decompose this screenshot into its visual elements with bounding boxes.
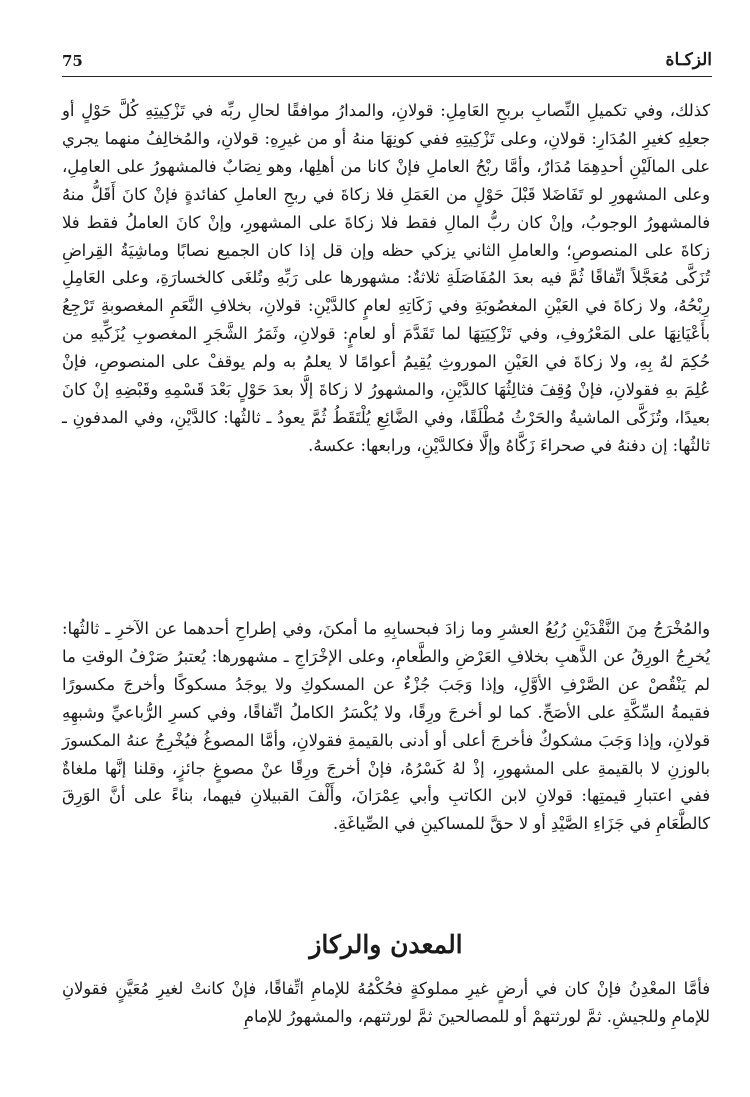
page-number: 75 xyxy=(62,52,83,70)
body-paragraph-3 xyxy=(62,975,710,1031)
paragraph-text: كذلك، وفي تكميلِ النِّصابِ بربحِ العَامِلِ: قولانِ، والمدارُ موافقًا لحالِ ربِّه في تَزْكِيتِهِ كُلَّ حَوْلٍ أو جعلِهِ كغيرِ المُدَارِ: قولانِ، وعلى تَزْكِيتِهِ ففي كونِهَا منهُ أو من غيرِهِ: قولانِ، والمُخالِفُ منهما يجري على المالَيْنِ أحدِهِمَا مُدَارٌ، وأمَّا ربْحُ العاملِ فإنْ كانا من أهلِها، وهو نِصَابٌ فالمشهورُ على العامِلِ، وعلى المشهورِ لو تَفَاضَلا قَبْلَ حَوْلٍ من العَمَلِ فلا زكاةَ في ربحِ العاملِ كفائدةٍ فإنْ كانَ أَقَلُّ منهُ فالمشهورُ الوجوبُ، وإنْ كان ربُّ المالِ فقط فلا زكاةَ على المشهورِ، وإنْ كانَ العاملُ فقط فلا زكاةَ على المنصوصِ؛ والعاملِ الثاني يزكي حظه وإن قل إذا كان الجميع نصابًا وماشِيَةُ القِراضِ تُزَكَّى مُعَجَّلاً اتِّفاقًا ثُمَّ فيه بعدَ المُفَاصَلَةِ ثلاثةٌ: مشهورها على رَبِّهِ وتُلغَى كالخسارَةِ، وعلى العَامِلِ رِبْحُهُ، ولا زكاةَ في العَيْنِ المغصُوبَةِ وفي زَكَاتِهِ لعامٍ كالدَّيْنِ: قولانِ، بخلافِ النَّعَمِ المغصوبةِ تَرْجِعُ بأَعْيَانِهَا على المَعْرُوفِ، وفي تَزْكِيَتِهَا لما تَقَدَّمَ أو لعامٍ: قولانِ، وثَمَرُ الشَّجَرِ المغصوبِ يُزَكِّيهِ من حُكِمَ لهُ بِهِ، ولا زكاةَ في العَيْنِ الموروثِ يُقِيمُ أعوامًا لا يعلمُ به ولم يوقفْ على المنصوصِ، فإنْ عُلِمَ بهِ فقولانِ، فإنْ وُقِفَ فثالِثُهَا كالدَّيْنِ، والمشهورُ لا زكاةَ إلَّا بعدَ حَوْلٍ بَعْدَ قَسْمِهِ وقَبْضِهِ إنْ كانَ بعيدًا، وتُزَكَّى الماشيةُ والحَرْثُ مُطْلَقًا، وفي الضَّائِعِ يُلْتَقَطُ ثُمَّ يعودُ ـ ثالثُها: كالدَّيْنِ، وفي المدفونِ ـ ثالثُها: إن دفنهُ في صحراءَ زَكَّاهُ وإلَّا فكالدَّيْنِ، ورابعها: عكسهُ. xyxy=(62,101,710,455)
body-paragraph-2 xyxy=(62,615,710,838)
running-title: الزكـاة xyxy=(665,50,712,70)
page-header xyxy=(62,50,712,77)
section-heading: المعدن والركاز xyxy=(309,930,463,959)
body-paragraph-1 xyxy=(62,97,710,460)
paragraph-text: فأمَّا المعْدِنُ فإنْ كان في أرضٍ غيرِ مملوكةٍ فحُكْمُهُ للإمامِ اتِّفاقًا، فإنْ كانتْ لغيرِ مُعَيَّنٍ فقولانِ للإمامِ وللجيشِ. ثمَّ لورثتهمْ أو للمصالحينَ ثمَّ لورثتهم، والمشهورُ للإمامِ xyxy=(62,979,710,1026)
paragraph-text: والمُخْرَجُ مِنَ النَّقْدَيْنِ رُبُعُ العشرِ وما زادَ فبحسابِهِ ما أمكنَ، وفي إطراحِ أحدهما عن الآخرِ ـ ثالثُها: يُخرِجُ الورِقُ عن الذَّهبِ بخلافِ العَرْضِ والطَّعامِ، وعلى الإخْرَاجِ ـ مشهورها: يُعتبرُ صَرْفُ الوقتِ ما لم يَنْقُصْ عن الصَّرْفِ الأوَّلِ، وإذا وَجَبَ جُزْءٌ عن المسكوكِ ولا يوجَدُ مسكوكًا وأخرجَ مكسورًا فقيمةُ السِّكَّةِ على الأصَحِّ. كما لو أخرجَ ورِقًا، ولا يُكْسَرُ الكاملُ اتِّفاقًا، وفي كسرِ الرُّباعيِّ وشبهِهِ قولانِ، وإذا وَجَبَ مشكوكٌ فأخرجَ أعلى أو أدنى بالقيمةِ فقولانِ، وأمَّا المصوغُ فيُخْرِجُ عنهُ المكسورَ بالوزنِ لا بالقيمةِ على المشهورِ، إذْ لهُ كَسْرُهُ، فإنْ أخرجَ ورِقًا عنْ مصوغٍ جائزٍ، وقلنا إنَّها ملغاةٌ ففي اعتبارِ قيمتِها: قولانِ لابن الكاتبِ وأبي عِمْرَانَ، وأَلْفَ القبيلانِ فيهما، بناءً على أنَّ الوَرِقَ كالطَّعَامِ في جَزَاءِ الصَّيْدِ أو لا حقَّ للمساكينِ في الصِّياغَةِ. xyxy=(62,619,710,834)
